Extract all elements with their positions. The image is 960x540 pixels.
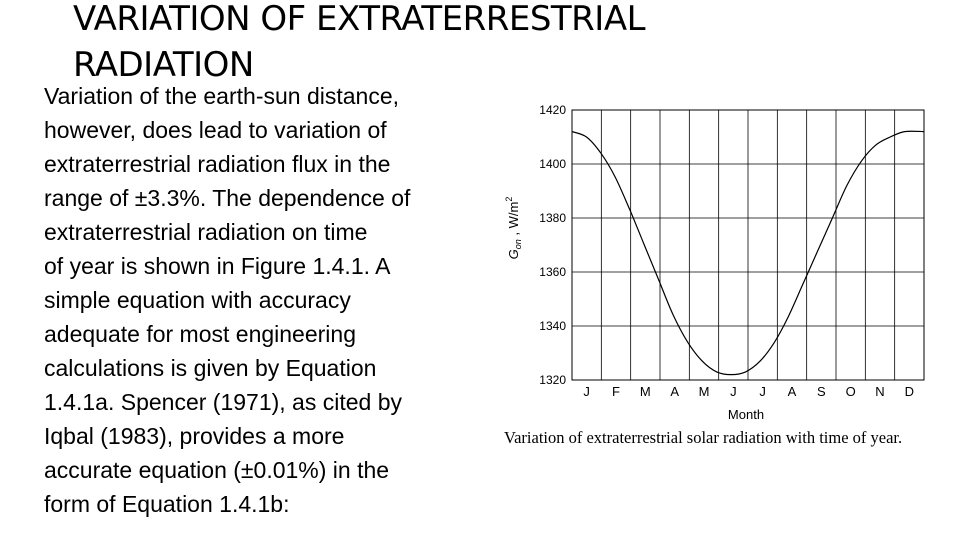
x-tick-labels (583, 384, 914, 399)
body-line: Iqbal (1983), provides a more (44, 423, 345, 449)
body-paragraph (44, 79, 514, 521)
y-tick-label: 1380 (539, 211, 566, 225)
y-axis-label-main: G (506, 249, 521, 260)
x-tick-label: M (639, 384, 651, 399)
x-tick-label: A (787, 384, 797, 399)
body-line: however, does lead to variation of (44, 117, 387, 143)
x-tick-label: J (759, 384, 766, 399)
x-tick-label: J (730, 384, 737, 399)
body-line: accurate equation (±0.01%) in the (44, 457, 390, 483)
body-line: adequate for most engineering (44, 321, 356, 347)
y-tick-label: 1420 (539, 103, 566, 117)
y-axis-label-sub: on (513, 239, 523, 250)
body-line: Variation of the earth-sun distance, (44, 83, 400, 109)
body-line: range of ±3.3%. The dependence of (44, 185, 411, 211)
y-tick-label: 1400 (539, 157, 566, 171)
x-tick-label: M (698, 384, 710, 399)
y-axis-label-sup: 2 (504, 196, 514, 202)
slide-title-line-1: VARIATION OF EXTRATERRESTRIAL (73, 0, 646, 39)
x-tick-label: J (583, 384, 590, 399)
slide-title (73, 0, 713, 88)
y-axis-label (504, 197, 523, 260)
y-tick-label: 1320 (539, 373, 566, 387)
body-line: extraterrestrial radiation flux in the (44, 151, 391, 177)
x-axis-label: Month (727, 407, 765, 422)
y-axis-label-rest: , W/m (506, 201, 521, 240)
x-tick-label: N (875, 384, 885, 399)
body-line: form of Equation 1.4.1b: (44, 491, 290, 517)
body-line: simple equation with accuracy (44, 287, 351, 313)
x-tick-label: A (670, 384, 680, 399)
y-tick-label: 1340 (539, 319, 566, 333)
radiation-chart (498, 98, 960, 428)
x-tick-label: F (612, 384, 620, 399)
body-line: extraterrestrial radiation on time (44, 219, 368, 245)
chart-grid (572, 110, 924, 380)
x-tick-label: O (845, 384, 856, 399)
body-line: of year is shown in Figure 1.4.1. A (44, 253, 391, 279)
y-tick-labels (539, 103, 566, 387)
body-line: 1.4.1a. Spencer (1971), as cited by (44, 389, 402, 415)
x-tick-label: D (904, 384, 915, 399)
body-line: calculations is given by Equation (44, 355, 377, 381)
slide-title-line-2: RADIATION (73, 45, 254, 85)
y-tick-label: 1360 (539, 265, 566, 279)
figure-caption: Variation of extraterrestrial solar radiation with time of year. (504, 428, 903, 447)
x-tick-label: S (816, 384, 826, 399)
radiation-figure (498, 98, 960, 458)
